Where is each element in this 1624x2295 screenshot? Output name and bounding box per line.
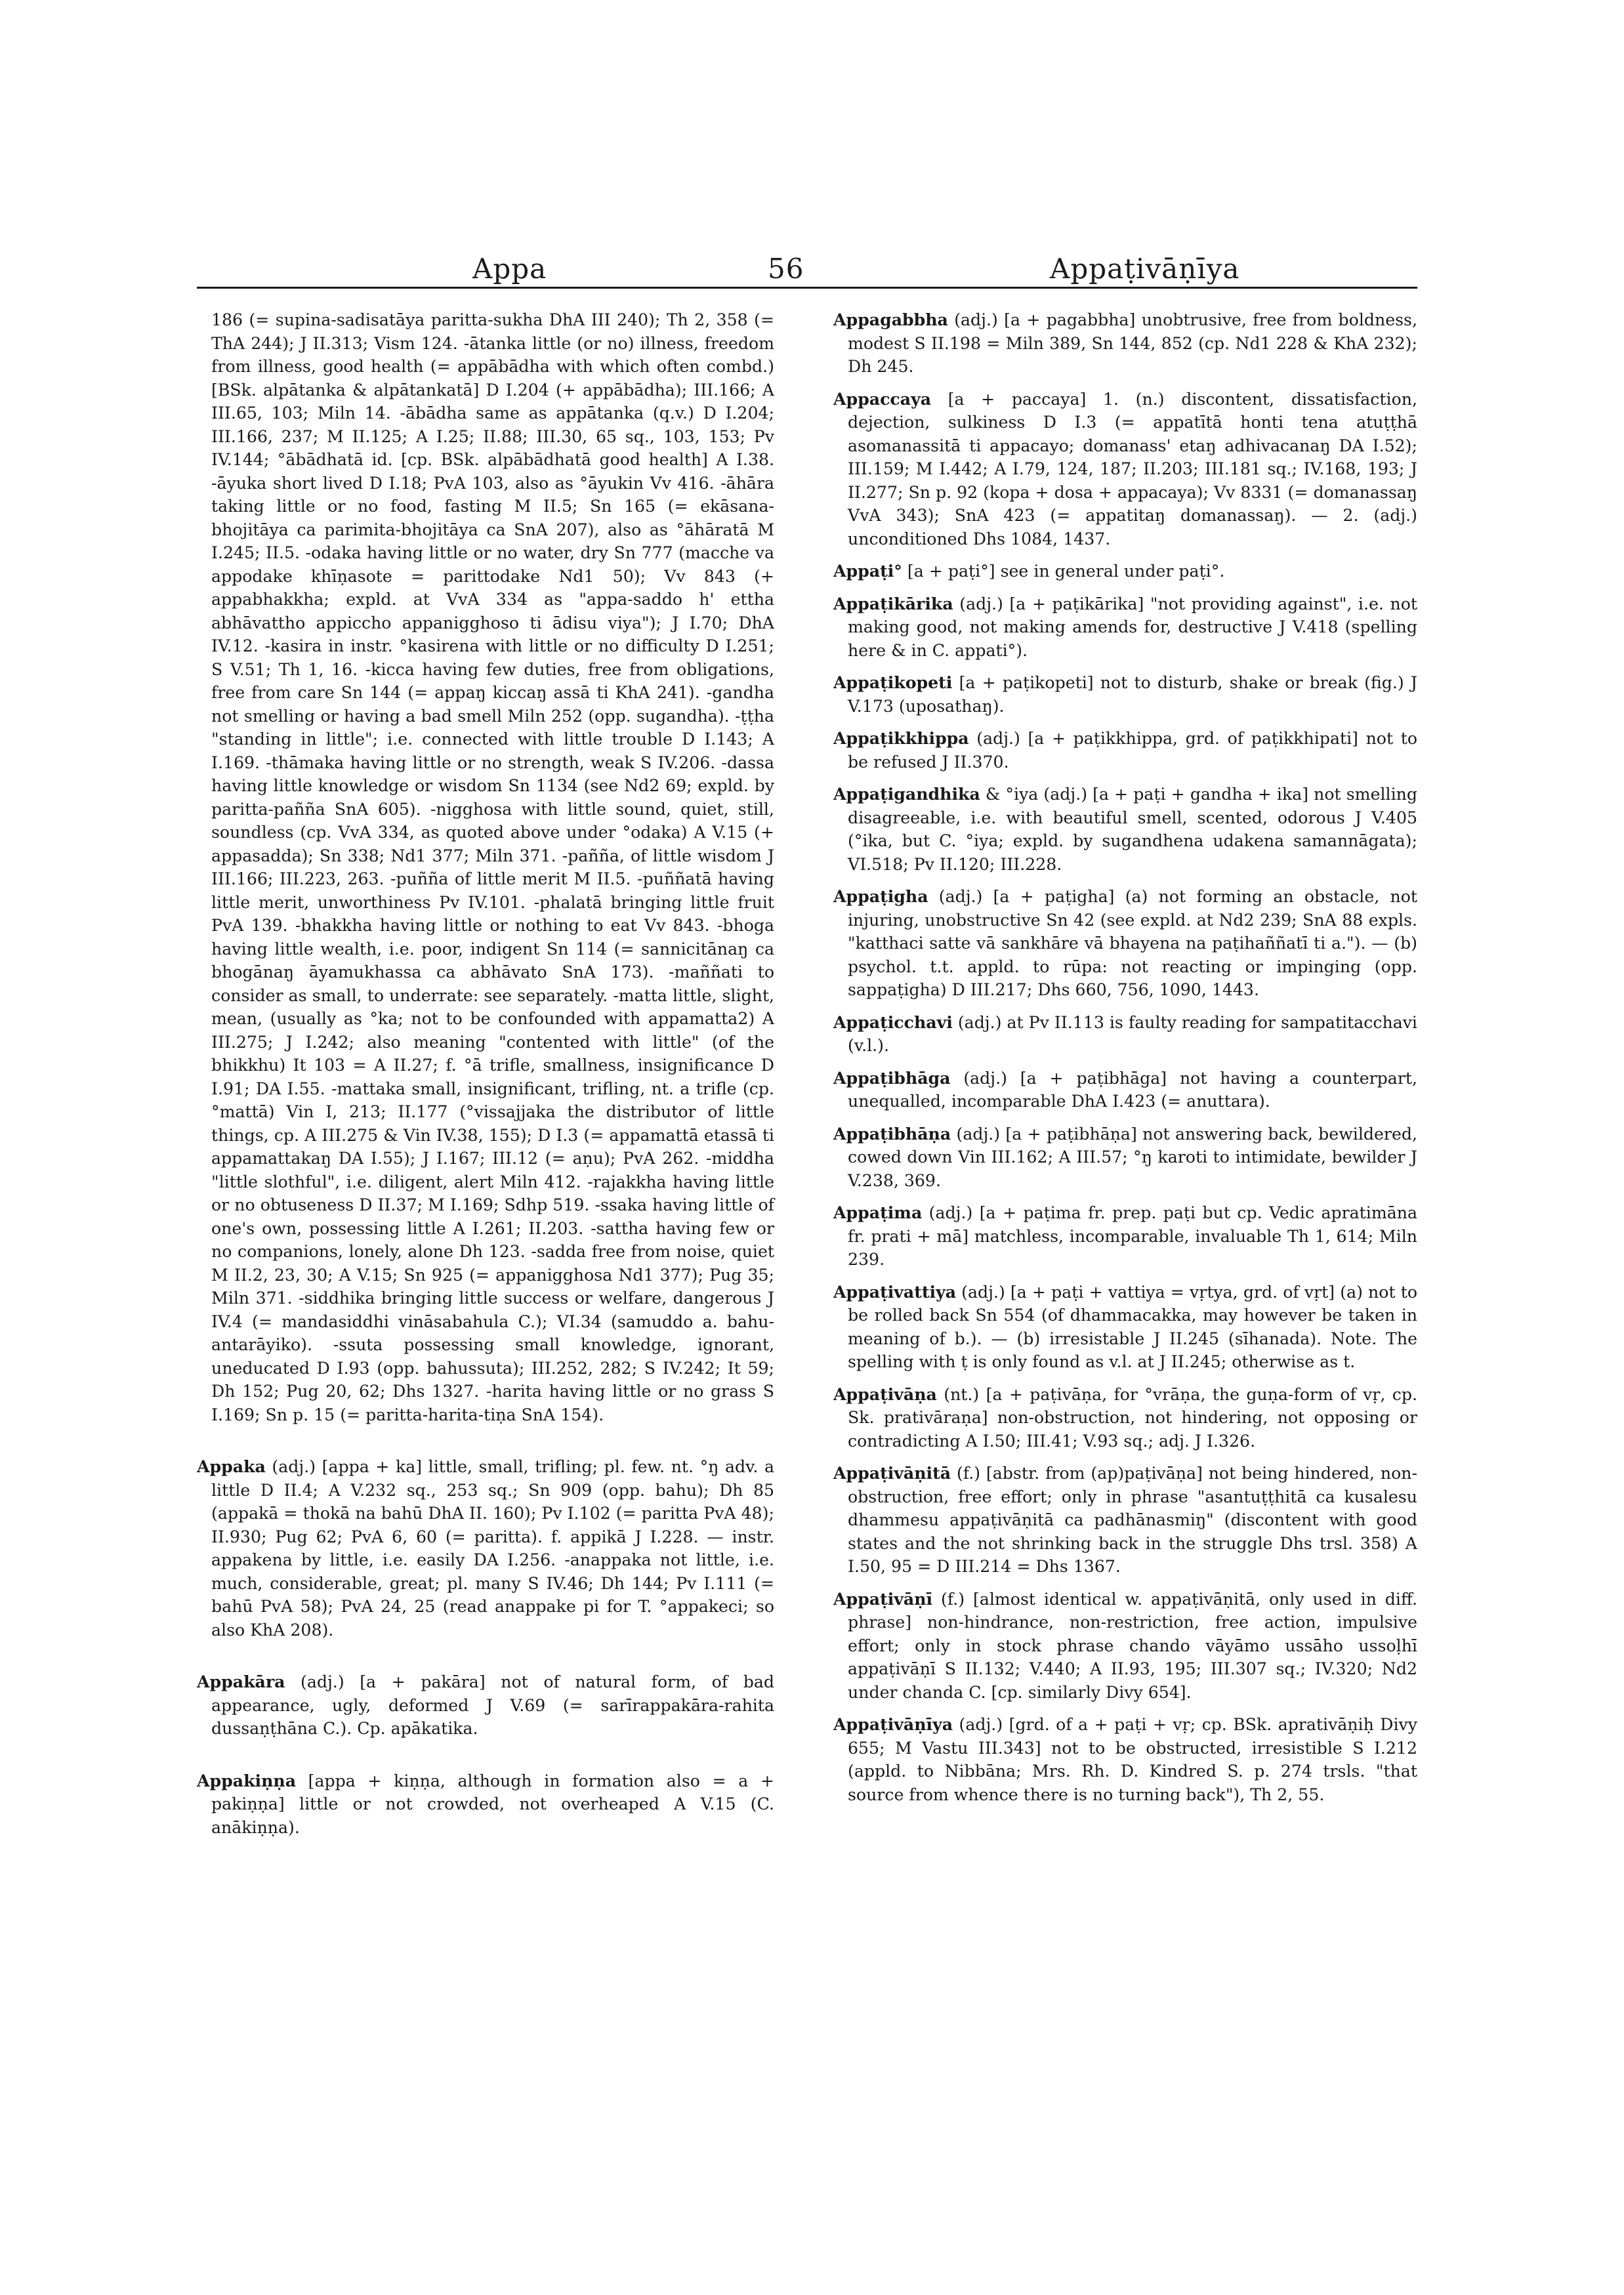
entry-headword: Appaṭikopeti: [833, 672, 953, 692]
dictionary-entry: [833, 1713, 1417, 1806]
entry-text: (adj.) [a + paṭima fr. prep. paṭi but cp. Vedic apratimāna fr. prati + mā] matchless, incomparable, invaluable Th 1, 614; Miln 239.: [848, 1203, 1417, 1269]
entry-headword: Appaṭigha: [833, 886, 928, 906]
entry-headword: Appaṭibhāga: [833, 1067, 951, 1088]
entry-headword: Appaṭivāṇitā: [833, 1463, 951, 1483]
entry-headword: Appaṭi°: [833, 561, 902, 581]
entry-text: & °iya (adj.) [a + paṭi + gandha + ika] not smelling disagreeable, i.e. with beautiful smell, scented, odorous J V.405 (°ika, but C. °iya; expld. by sugandhena udakena samannāgata); VI.518; Pv II.120; III.228.: [848, 785, 1417, 874]
entry-text: [a + paṭikopeti] not to disturb, shake or break (fig.) J V.173 (uposathaŋ).: [848, 673, 1417, 716]
left-column: [197, 308, 774, 1848]
entry-headword: Appaccaya: [833, 388, 932, 409]
entry-text: (adj.) [grd. of a + paṭi + vṛ; cp. BSk. aprativāṇiḥ Divy 655; M Vastu III.343] not to be obstructed, irresistible S I.212 (appld. to Nibbāna; Mrs. Rh. D. Kindred S. p. 274 trsls. "that source from whence there is no turning back"), Th 2, 55.: [848, 1715, 1417, 1804]
entry-text: (f.) [abstr. from (ap)paṭivāṇa] not being hindered, non-obstruction, free effort; only in phrase "asantuṭṭhitā ca kusalesu dhammesu appaṭivāṇitā ca padhānasmiŋ" (discontent with good states and the not shrinking back in the struggle Dhs trsl. 358) A I.50, 95 = D III.214 = Dhs 1367.: [848, 1464, 1417, 1576]
dictionary-entry: [833, 1067, 1417, 1113]
dictionary-entry: [833, 1281, 1417, 1374]
entry-text: [a + paccaya] 1. (n.) discontent, dissatisfaction, dejection, sulkiness D I.3 (= appatītā honti tena atuṭṭhā asomanassitā ti appacayo; domanass' etaŋ adhivacanaŋ DA I.52); III.159; M I.442; A I.79, 124, 187; II.203; III.181 sq.; IV.168, 193; J II.277; Sn p. 92 (kopa + dosa + appacaya); Vv 8331 (= domanassaŋ VvA 343); SnA 423 (= appatitaŋ domanassaŋ). — 2. (adj.) unconditioned Dhs 1084, 1437.: [848, 389, 1417, 548]
entry-text: (adj.) [a + paṭibhāga] not having a counterpart, unequalled, incomparable DhA I.423 (= anuttara).: [848, 1068, 1417, 1111]
entry-headword: Appagabbha: [833, 310, 948, 329]
dictionary-entry: [833, 1201, 1417, 1272]
entry-text: (adj.) [a + paṭikkhippa, grd. of paṭikkhipati] not to be refused J II.370.: [848, 729, 1417, 772]
entry-text: (adj.) [a + pakāra] not of natural form, of bad appearance, ugly, deformed J V.69 (= sarīrappakāra-rahita dussaṇṭhāna C.). Cp. apākatika.: [211, 1672, 774, 1738]
entry-text: [a + paṭi°] see in general under paṭi°.: [902, 562, 1225, 581]
dictionary-entry: [197, 308, 774, 1426]
entry-headword: Appaṭivāṇa: [833, 1384, 937, 1404]
header-rule: [197, 287, 1417, 289]
running-header: [197, 253, 1417, 292]
right-column: [833, 308, 1417, 1815]
dictionary-entry: [197, 1455, 774, 1642]
entry-headword: Appaṭikārika: [833, 593, 953, 613]
entry-text: (f.) [almost identical w. appaṭivāṇitā, only used in diff. phrase] non-hindrance, non-restriction, free action, impulsive effort; only in stock phrase chando vāyāmo ussāho ussoḷhī appaṭivāṇī S II.132; V.440; A II.93, 195; III.307 sq.; IV.320; Nd2 under chanda C. [cp. similarly Divy 654].: [848, 1589, 1417, 1702]
dictionary-entry: [833, 560, 1417, 583]
entry-headword: Appaka: [197, 1457, 266, 1476]
dictionary-entry: [833, 1383, 1417, 1453]
dictionary-entry: [833, 308, 1417, 379]
entry-headword: Appaṭibhāṇa: [833, 1123, 951, 1144]
header-left-guideword: Appa: [472, 253, 547, 285]
dictionary-entry: [833, 1462, 1417, 1579]
entry-text: 186 (= supina-sadisatāya paritta-sukha DhA III 240); Th 2, 358 (= ThA 244); J II.313; Vism 124. -ātanka little (or no) illness, freedom from illness, good health (= appābādha with which often combd.) [BSk. alpātanka & alpātankatā] D I.204 (+ appābādha); III.166; A III.65, 103; Miln 14. -ābādha same as appātanka (q.v.) D I.204; III.166, 237; M II.125; A I.25; II.88; III.30, 65 sq., 103, 153; Pv IV.144; °ābādhatā id. [cp. BSk. alpābādhatā good health] A I.38. -āyuka short lived D I.18; PvA 103, also as °āyukin Vv 416. -āhāra taking little or no food, fasting M II.5; Sn 165 (= ekāsana-bhojitāya ca parimita-bhojitāya ca SnA 207), also as °āhāratā M I.245; II.5. -odaka having little or no water, dry Sn 777 (macche va appodake khīṇasote = parittodake Nd1 50); Vv 843 (+ appabhakkha; expld. at VvA 334 as "appa-saddo h' ettha abhāvattho appiccho appanigghoso ti ādisu viya"); J I.70; DhA IV.12. -kasira in instr. °kasirena with little or no difficulty D I.251; S V.51; Th 1, 16. -kicca having few duties, free from obligations, free from care Sn 144 (= appaŋ kiccaŋ assā ti KhA 241). -gandha not smelling or having a bad smell Miln 252 (opp. sugandha). -ṭṭha "standing in little"; i.e. connected with little trouble D I.143; A I.169. -thāmaka having little or no strength, weak S IV.206. -dassa having little knowledge or wisdom Sn 1134 (see Nd2 69; expld. by paritta-pañña SnA 605). -nigghosa with little sound, quiet, still, soundless (cp. VvA 334, as quoted above under °odaka) A V.15 (+ appasadda); Sn 338; Nd1 377; Miln 371. -pañña, of little wisdom J III.166; III.223, 263. -puñña of little merit M II.5. -puññatā having little merit, unworthiness Pv IV.101. -phalatā bringing little fruit PvA 139. -bhakkha having little or nothing to eat Vv 843. -bhoga having little wealth, i.e. poor, indigent Sn 114 (= sannicitānaŋ ca bhogānaŋ āyamukhassa ca abhāvato SnA 173). -maññati to consider as small, to underrate: see separately. -matta little, slight, mean, (usually as °ka; not to be confounded with appamatta2) A III.275; J I.242; also meaning "contented with little" (of the bhikkhu) It 103 = A II.27; f. °ā trifle, smallness, insignificance D I.91; DA I.55. -mattaka small, insignificant, trifling, nt. a trifle (cp. °mattā) Vin I, 213; II.177 (°vissajjaka the distributor of little things, cp. A III.275 & Vin IV.38, 155); D I.3 (= appamattā etassā ti appamattakaŋ DA I.55); J I.167; III.12 (= aṇu); PvA 262. -middha "little slothful", i.e. diligent, alert Miln 412. -rajakkha having little or no obtuseness D II.37; M I.169; Sdhp 519. -ssaka having little of one's own, possessing little A I.261; II.203. -sattha having few or no companions, lonely, alone Dh 123. -sadda free from noise, quiet M II.2, 23, 30; A V.15; Sn 925 (= appanigghosa Nd1 377); Pug 35; Miln 371. -siddhika bringing little success or welfare, dangerous J IV.4 (= mandasiddhi vināsabahula C.); VI.34 (samuddo a. bahu-antarāyiko). -ssuta possessing small knowledge, ignorant, uneducated D I.93 (opp. bahussuta); III.252, 282; S IV.242; It 59; Dh 152; Pug 20, 62; Dhs 1327. -harita having little or no grass S I.169; Sn p. 15 (= paritta-harita-tiṇa SnA 154).: [211, 310, 774, 1424]
dictionary-entry: [833, 671, 1417, 718]
entry-headword: Appakiṇṇa: [197, 1770, 297, 1790]
dictionary-entry: [197, 1670, 774, 1741]
entry-headword: Appaṭigandhika: [833, 784, 980, 804]
entry-text: (adj.) [a + paṭikārika] "not providing against", i.e. not making good, not making amends for, destructive J V.418 (spelling here & in C. appati°).: [848, 594, 1417, 660]
entry-text: (nt.) [a + paṭivāṇa, for °vrāṇa, the guṇa-form of vṛ, cp. Sk. prativāraṇa] non-obstruction, not hindering, not opposing or contradicting A I.50; III.41; V.93 sq.; adj. J I.326.: [848, 1384, 1417, 1451]
dictionary-entry: [833, 885, 1417, 1002]
entry-headword: Appaṭicchavi: [833, 1012, 953, 1032]
dictionary-entry: [197, 1769, 774, 1840]
dictionary-entry: [833, 727, 1417, 774]
entry-headword: Appaṭikkhippa: [833, 728, 969, 748]
entry-text: (adj.) at Pv II.113 is faulty reading for sampatitacchavi (v.l.).: [848, 1012, 1417, 1055]
dictionary-entry: [833, 1123, 1417, 1193]
entry-text: (adj.) [a + paṭi + vattiya = vṛtya, grd. of vṛt] (a) not to be rolled back Sn 554 (of dhammacakka, may however be taken in meaning of b.). — (b) irresistable J II.245 (sīhanada). Note. The spelling with ṭ is only found as v.l. at J II.245; otherwise as t.: [848, 1282, 1417, 1371]
entry-text: [appa + kiṇṇa, although in formation also = a + pakiṇṇa] little or not crowded, not overheaped A V.15 (C. anākiṇṇa).: [211, 1771, 774, 1837]
entry-text: (adj.) [appa + ka] little, small, trifling; pl. few. nt. °ŋ adv. a little D II.4; A V.232 sq., 253 sq.; Sn 909 (opp. bahu); Dh 85 (appakā = thokā na bahū DhA II. 160); Pv I.102 (= paritta PvA 48); II.930; Pug 62; PvA 6, 60 (= paritta). f. appikā J I.228. — instr. appakena by little, i.e. easily DA I.256. -anappaka not little, i.e. much, considerable, great; pl. many S IV.46; Dh 144; Pv I.111 (= bahū PvA 58); PvA 24, 25 (read anappake pi for T. °appakeci; so also KhA 208).: [211, 1457, 774, 1640]
dictionary-entry: [833, 783, 1417, 876]
dictionary-entry: [833, 388, 1417, 551]
dictionary-entry: [833, 1588, 1417, 1705]
header-right-guideword: Appaṭivāṇīya: [1050, 253, 1240, 285]
entry-headword: Appaṭivāṇī: [833, 1588, 933, 1609]
entry-text: (adj.) [a + paṭigha] (a) not forming an obstacle, not injuring, unobstructive Sn 42 (see expld. at Nd2 239; SnA 88 expls. "katthaci satte vā sankhāre vā bhayena na paṭihaññatī ti a."). — (b) psychol. t.t. appld. to rūpa: not reacting or impinging (opp. sappaṭigha) D III.217; Dhs 660, 756, 1090, 1443.: [848, 887, 1417, 999]
entry-headword: Appakāra: [197, 1672, 285, 1691]
dictionary-entry: [833, 1011, 1417, 1058]
dictionary-entry: [833, 592, 1417, 663]
entry-headword: Appaṭima: [833, 1203, 923, 1222]
entry-text: (adj.) [a + pagabbha] unobtrusive, free from boldness, modest S II.198 = Miln 389, Sn 144, 852 (cp. Nd1 228 & KhA 232); Dh 245.: [848, 310, 1417, 376]
entry-headword: Appaṭivattiya: [833, 1281, 957, 1302]
page-number: 56: [768, 253, 804, 285]
entry-headword: Appaṭivāṇīya: [833, 1714, 953, 1734]
entry-text: (adj.) [a + paṭibhāṇa] not answering back, bewildered, cowed down Vin III.162; A III.57; °ŋ karoti to intimidate, bewilder J V.238, 369.: [848, 1124, 1417, 1190]
